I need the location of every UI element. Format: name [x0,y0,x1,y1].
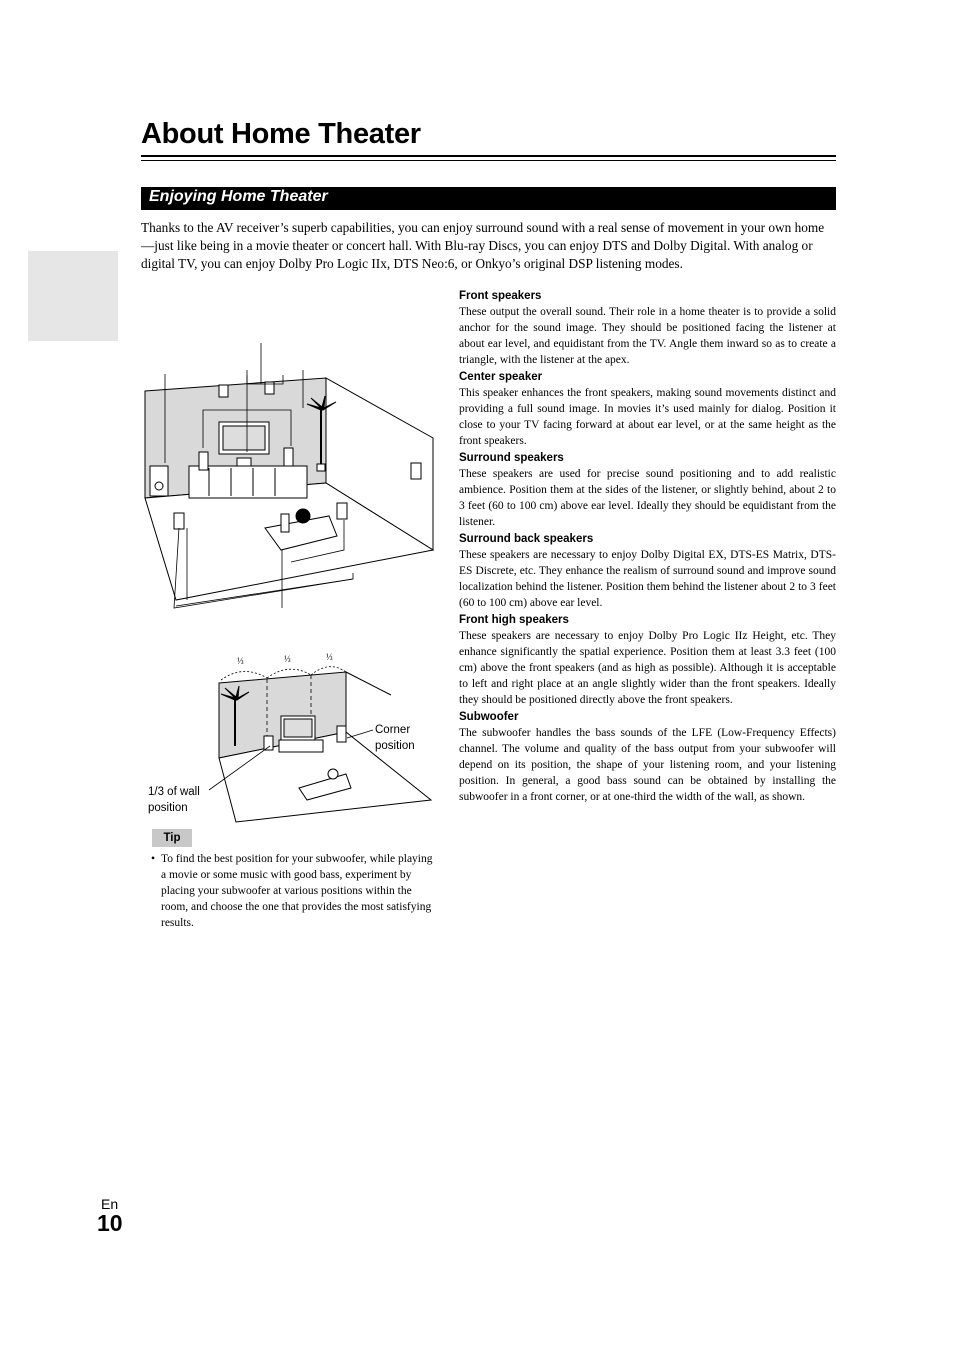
speaker-descriptions [459,288,836,806]
front-speakers-text: These output the overall sound. Their role in a home theater is to provide a solid anchor for the sound image. They should be positioned facing the listener at about ear level, and equidistant from the TV. Angle them inward so as to create a triangle, with the listener at the apex. [459,306,836,366]
intro-paragraph: Thanks to the AV receiver’s superb capabilities, you can enjoy surround sound with a real sense of movement in your own home—just like being in a movie theater or concert hall. With Blu-ray Discs, you can enjoy DTS and Dolby Digital. With analog or digital TV, you can enjoy Dolby Pro Logic IIx, DTS Neo:6, or Onkyo’s original DSP listening modes. [141,220,825,271]
section-title: Enjoying Home Theater [149,188,328,205]
language-label: En [101,1196,119,1212]
page-title: About Home Theater [141,118,421,150]
corner-label-line1: Corner [375,724,411,736]
speaker-layout-diagram [141,338,441,610]
tip-label: Tip [152,829,192,847]
third-wall-position-label [148,784,200,816]
center-speaker-text: This speaker enhances the front speakers, making sound movements distinct and providing a full sound image. In movies it’s used mainly for dialog. Position it close to your TV facing forward at about ear level, or at the same height as the front speakers. [459,387,836,447]
surround-speakers-heading: Surround speakers [459,452,564,464]
svg-text:⅓: ⅓ [284,654,291,664]
svg-text:⅓: ⅓ [326,652,333,662]
page-number: 10 [97,1210,123,1236]
front-high-speakers-heading: Front high speakers [459,614,569,626]
center-speaker-heading: Center speaker [459,371,543,383]
section-header-bar [141,187,836,210]
tip-text [151,851,436,931]
third-label-line1: 1/3 of wall [148,786,200,798]
title-rule-thick [141,155,836,157]
svg-text:⅓: ⅓ [237,656,244,666]
subwoofer-heading: Subwoofer [459,711,519,723]
corner-position-label [375,722,415,754]
tip-body: To find the best position for your subwoofer, while playing a movie or some music with good bass, experiment by placing your subwoofer at various positions within the room, and choose the one that provides the most satisfying results. [161,853,433,929]
subwoofer-text: The subwoofer handles the bass sounds of the LFE (Low-Frequency Effects) channel. The volume and quality of the bass output from your subwoofer will depend on its position, the shape of your listening room, and your listening position. In general, a good bass sound can be obtained by installing the subwoofer in a front corner, or at one-third the width of the wall, as shown. [459,727,836,803]
surround-back-speakers-heading: Surround back speakers [459,533,594,545]
front-high-speakers-text: These speakers are necessary to enjoy Dolby Pro Logic IIz Height, etc. They enhance significantly the spatial experience. Position them at least 3.3 feet (100 cm) above the front speakers (and as high as possible). Although it is acceptable to left and right place at an angle slightly wider than the front speakers. Ideally they should be positioned directly above the front speakers. [459,630,836,706]
side-tab-marker [28,251,118,341]
surround-back-speakers-text: These speakers are necessary to enjoy Dolby Digital EX, DTS-ES Matrix, DTS-ES Discrete, etc. They enhance the realism of surround sound and improve sound localization behind the listener. Position them behind the listener about 2 to 3 feet (60 to 100 cm) above ear level. [459,549,836,609]
third-label-line2: position [148,802,188,814]
tip-bullet: • [151,853,156,865]
front-speakers-heading: Front speakers [459,290,542,302]
title-rule-thin [141,160,836,161]
corner-label-line2: position [375,740,415,752]
surround-speakers-text: These speakers are used for precise sound positioning and to add realistic ambience. Position them at the sides of the listener, or slightly behind, about 2 to 3 feet (60 to 100 cm) above ear level. Ideally they should be equidistant from the listener. [459,468,836,528]
